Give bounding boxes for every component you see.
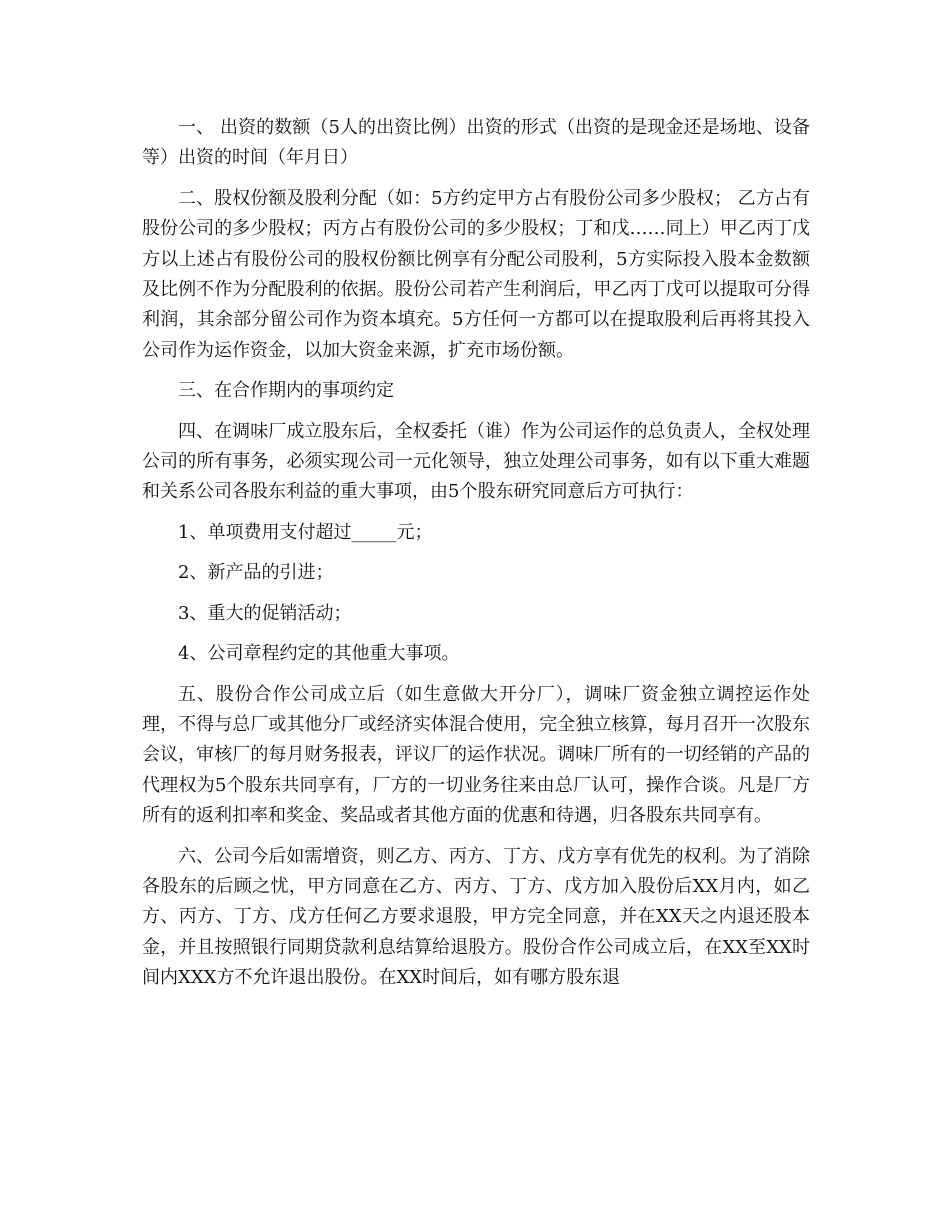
clause-2-equity-and-dividends: 二、股权份额及股利分配（如：5方约定甲方占有股份公司多少股权； 乙方占有股份公司的多少股权；丙方占有股份公司的多少股权；丁和戊……同上）甲乙丙丁戊方以上述占有股份公司的股权份额比例享有分配公司股利，5方实际投入股本金数额及比例不作为分配股利的依据。股份公司若产生利润后，甲乙丙丁戊可以提取可分得利润，其余部分留公司作为资本填充。5方任何一方都可以在提取股利后再将其投入公司作为运作资金，以加大资金来源，扩充市场份额。 <box>142 187 810 361</box>
clause-5-branch-operations: 五、股份合作公司成立后（如生意做大开分厂），调味厂资金独立调控运作处理，不得与总厂或其他分厂或经济实体混合使用，完全独立核算，每月召开一次股东会议，审核厂的每月财务报表，评议厂的运作状况。调味厂所有的一切经销的产品的代理权为5个股东共同享有，厂方的一切业务往来由总厂认可，操作合谈。凡是厂方所有的返利扣率和奖金、奖品或者其他方面的优惠和待遇，归各股东共同享有。 <box>142 683 810 827</box>
sub-item-4-other-matters: 4、公司章程约定的其他重大事项。 <box>178 643 460 665</box>
sub-item-3-promotions: 3、重大的促销活动； <box>178 602 352 624</box>
clause-1-capital-contribution: 一、 出资的数额（5人的出资比例）出资的形式（出资的是现金还是场地、设备等）出资的时间（年月日） <box>142 117 810 169</box>
document-body <box>142 113 810 994</box>
sub-item-1-expense-limit: 1、单项费用支付超过_____元； <box>178 521 433 543</box>
clause-3-cooperation-matters: 三、在合作期内的事项约定 <box>178 380 394 402</box>
clause-6-capital-increase-and-withdrawal: 六、公司今后如需增资，则乙方、丙方、丁方、戊方享有优先的权利。为了消除各股东的后顾之忧，甲方同意在乙方、丙方、丁方、戊方加入股份后XX月内，如乙方、丙方、丁方、戊方任何乙方要求退股，甲方完全同意，并在XX天之内退还股本金，并且按照银行同期贷款利息结算给退股方。股份合作公司成立后，在XX至XX时间内XXX方不允许退出股份。在XX时间后，如有哪方股东退 <box>142 845 810 989</box>
sub-item-2-new-products: 2、新产品的引进； <box>178 562 334 584</box>
clause-4-management-authority: 四、在调味厂成立股东后，全权委托（谁）作为公司运作的总负责人，全权处理公司的所有事务，必须实现公司一元化领导，独立处理公司事务，如有以下重大难题和关系公司各股东利益的重大事项，由5个股东研究同意后方可执行： <box>142 420 810 503</box>
